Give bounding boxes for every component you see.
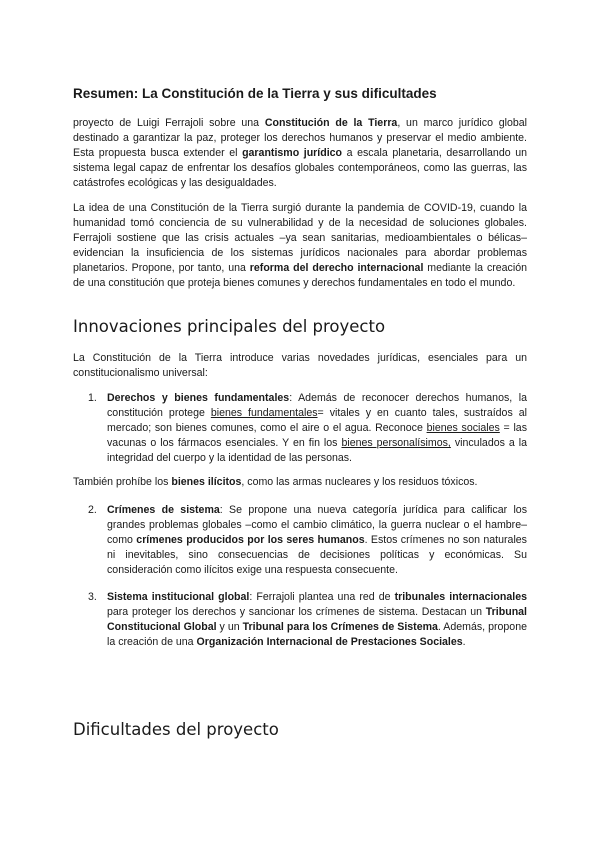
intro-paragraph: proyecto de Luigi Ferrajoli sobre una Constitución de la Tierra, un marco jurídico global destinado a garantizar la paz, proteger los derechos humanos y preservar el medio ambiente. Esta propuesta busca extender el garantismo jurídico a escala planetaria, desarrollando un sistema legal capaz de enfrentar los desafíos globales contemporáneos, como las guerras, las catástrofes ecológicas y las desigualdades. <box>73 117 527 190</box>
list-item: 2. Crímenes de sistema: Se propone una nueva categoría jurídica para calificar los grandes problemas globales –como el cambio climático, la guerra nuclear o el hambre– como crímenes producidos por los seres humanos. Estos crímenes no son naturales ni inevitables, sino consecuencias de decisiones políticas y económicas. Su consideración como ilícitos exige una respuesta consecuente. <box>88 504 527 577</box>
heading-innovaciones: Innovaciones principales del proyecto <box>73 317 386 336</box>
document-title: Resumen: La Constitución de la Tierra y sus dificultades <box>73 86 437 101</box>
list-number: 3. <box>88 591 97 603</box>
list-item: 3. Sistema institucional global: Ferrajoli plantea una red de tribunales internacionales para proteger los derechos y sancionar los crímenes de sistema. Destacan un Tribunal Constitucional Global y un Tribunal para los Crímenes de Sistema. Además, propone la creación de una Organización Internacional de Prestaciones Sociales. <box>88 591 527 649</box>
origin-paragraph: La idea de una Constitución de la Tierra surgió durante la pandemia de COVID-19, cuando la humanidad tomó conciencia de su vulnerabilidad y de la necesidad de soluciones globales. Ferrajoli sostiene que las crisis actuales –ya sean sanitarias, medioambientales o bélicas– evidencian la insuficiencia de los sistemas jurídicos nacionales para abordar problemas planetarios. Propone, por tanto, una reforma del derecho internacional mediante la creación de una constitución que proteja bienes comunes y derechos fundamentales en todo el mundo. <box>73 202 527 290</box>
list-number: 1. <box>88 392 97 404</box>
prohibitions-paragraph: También prohíbe los bienes ilícitos, como las armas nucleares y los residuos tóxicos. <box>73 476 478 488</box>
heading-dificultades: Dificultades del proyecto <box>73 720 279 739</box>
list-number: 2. <box>88 504 97 516</box>
list-item: 1. Derechos y bienes fundamentales: Además de reconocer derechos humanos, la constitución protege bienes fundamentales= vitales y en cuanto tales, sustraídos al mercado; son bienes comunes, como el aire o el agua. Reconoce bienes sociales = las vacunas o los fármacos esenciales. Y en fin los bienes personalísimos, vinculados a la integridad del cuerpo y la identidad de las personas. <box>88 392 528 465</box>
innovations-intro-paragraph: La Constitución de la Tierra introduce varias novedades jurídicas, esenciales para un constitucionalismo universal: <box>73 352 527 380</box>
